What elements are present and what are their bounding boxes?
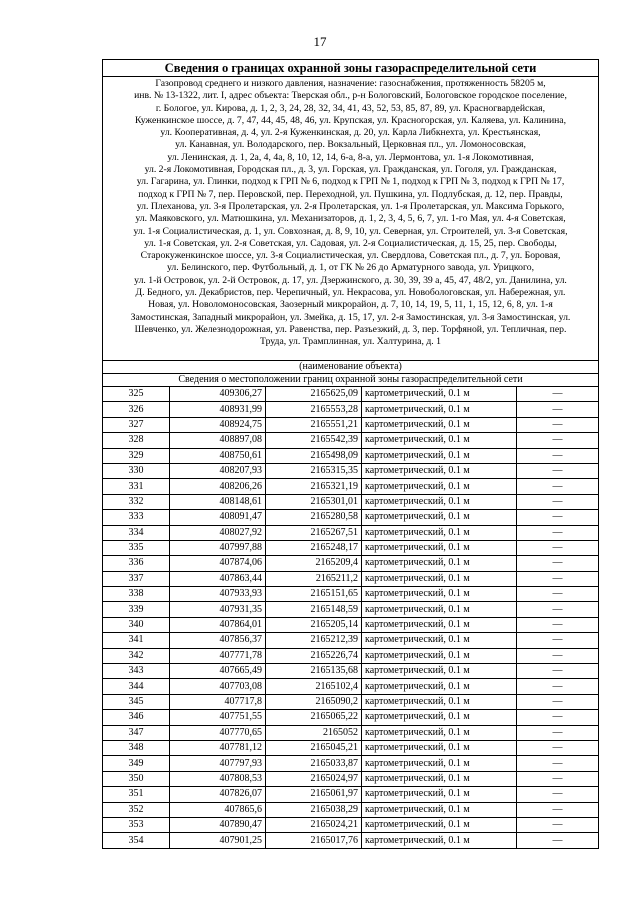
description-line: Д. Бедного, ул. Декабристов, пер. Черепичный, ул. Некрасова, ул. Новобологовская, ул. Набережная, ул. <box>135 287 566 299</box>
point-number-cell: 338 <box>103 587 170 602</box>
point-number-cell: 330 <box>103 463 170 478</box>
method-cell: картометрический, 0.1 м <box>362 725 517 740</box>
method-cell: картометрический, 0.1 м <box>362 556 517 571</box>
method-cell: картометрический, 0.1 м <box>362 664 517 679</box>
coord-x-cell: 407933,93 <box>170 587 266 602</box>
point-number-cell: 329 <box>103 448 170 463</box>
section-title: Сведения о границах охранной зоны газораспределительной сети <box>103 60 598 77</box>
method-cell: картометрический, 0.1 м <box>362 494 517 509</box>
coord-x-cell: 408148,61 <box>170 494 266 509</box>
description-line: Шевченко, ул. Железнодорожная, ул. Равенства, пер. Разъезжий, д. 3, пер. Торфяной, ул. Тепличная, пер. <box>134 323 567 335</box>
point-number-cell: 328 <box>103 433 170 448</box>
coord-y-cell: 2165321,19 <box>266 479 362 494</box>
method-cell: картометрический, 0.1 м <box>362 817 517 832</box>
point-number-cell: 335 <box>103 540 170 555</box>
point-number-cell: 344 <box>103 679 170 694</box>
table-row <box>103 587 598 602</box>
coord-y-cell: 2165280,58 <box>266 510 362 525</box>
description-line: Труда, ул. Трамплинная, ул. Халтурина, д. 1 <box>260 336 441 348</box>
method-cell: картометрический, 0.1 м <box>362 648 517 663</box>
note-cell: — <box>517 448 599 463</box>
note-cell: — <box>517 817 599 832</box>
table-row <box>103 787 598 802</box>
table-row <box>103 710 598 725</box>
point-number-cell: 332 <box>103 494 170 509</box>
coord-y-cell: 2165267,51 <box>266 525 362 540</box>
table-row <box>103 387 598 402</box>
coord-x-cell: 408027,92 <box>170 525 266 540</box>
coord-y-cell: 2165205,14 <box>266 617 362 632</box>
description-line: ул. 1-я Советская, ул. 2-я Советская, ул. Садовая, ул. 2-я Социалистическая, д. 15, 25, пер. Свободы, <box>144 237 557 249</box>
description-line: ул. Гагарина, ул. Глинки, подход к ГРП № 6, подход к ГРП № 1, подход к ГРП № 3, подход к ГРП № 17, <box>136 176 565 188</box>
method-cell: картометрический, 0.1 м <box>362 740 517 755</box>
coord-x-cell: 408091,47 <box>170 510 266 525</box>
method-cell: картометрический, 0.1 м <box>362 510 517 525</box>
coord-x-cell: 407808,53 <box>170 771 266 786</box>
note-cell: — <box>517 787 599 802</box>
table-row <box>103 802 598 817</box>
coord-y-cell: 2165498,09 <box>266 448 362 463</box>
note-cell: — <box>517 710 599 725</box>
description-line: ул. Маяковского, ул. Матюшкина, ул. Механизаторов, д. 1, 2, 3, 4, 5, 6, 7, ул. 1-го Мая, ул. 4-я Советская, <box>135 213 566 225</box>
method-cell: картометрический, 0.1 м <box>362 587 517 602</box>
table-row <box>103 633 598 648</box>
method-cell: картометрический, 0.1 м <box>362 787 517 802</box>
description-line: ул. Кооперативная, д. 4, ул. 2-я Куженкинская, д. 20, ул. Карла Либкнехта, ул. Крестьянская, <box>160 127 541 139</box>
table-row <box>103 679 598 694</box>
note-cell: — <box>517 540 599 555</box>
coord-x-cell: 407781,12 <box>170 740 266 755</box>
point-number-cell: 333 <box>103 510 170 525</box>
table-row <box>103 602 598 617</box>
coord-x-cell: 407703,08 <box>170 679 266 694</box>
method-cell: картометрический, 0.1 м <box>362 771 517 786</box>
table-row <box>103 402 598 417</box>
point-number-cell: 347 <box>103 725 170 740</box>
table-row <box>103 540 598 555</box>
method-cell: картометрический, 0.1 м <box>362 710 517 725</box>
description-line: ул. 2-я Локомотивная, Городская пл., д. 3, ул. Горская, ул. Гражданская, ул. Гоголя, ул. Гражданская, <box>144 164 557 176</box>
method-cell: картометрический, 0.1 м <box>362 571 517 586</box>
point-number-cell: 351 <box>103 787 170 802</box>
table-row <box>103 756 598 771</box>
method-cell: картометрический, 0.1 м <box>362 402 517 417</box>
note-cell: — <box>517 510 599 525</box>
note-cell: — <box>517 756 599 771</box>
method-cell: картометрический, 0.1 м <box>362 602 517 617</box>
coord-y-cell: 2165151,65 <box>266 587 362 602</box>
point-number-cell: 345 <box>103 694 170 709</box>
coord-y-cell: 2165024,97 <box>266 771 362 786</box>
point-number-cell: 350 <box>103 771 170 786</box>
point-number-cell: 349 <box>103 756 170 771</box>
coord-x-cell: 408750,61 <box>170 448 266 463</box>
point-number-cell: 343 <box>103 664 170 679</box>
description-line: Газопровод среднего и низкого давления, назначение: газоснабжения, протяженность 58205 м, <box>155 78 546 89</box>
coord-y-cell: 2165209,4 <box>266 556 362 571</box>
coord-x-cell: 407665,49 <box>170 664 266 679</box>
table-row <box>103 740 598 755</box>
coord-y-cell: 2165017,76 <box>266 833 362 848</box>
note-cell: — <box>517 771 599 786</box>
coord-x-cell: 407865,6 <box>170 802 266 817</box>
coord-x-cell: 407863,44 <box>170 571 266 586</box>
description-line: ул. Плеханова, ул. 3-я Пролетарская, ул. 2-я Пролетарская, ул. 1-я Пролетарская, ул. Максима Горького, <box>136 200 565 212</box>
method-cell: картометрический, 0.1 м <box>362 463 517 478</box>
table-row <box>103 463 598 478</box>
point-number-cell: 339 <box>103 602 170 617</box>
table-row <box>103 556 598 571</box>
point-number-cell: 334 <box>103 525 170 540</box>
method-cell: картометрический, 0.1 м <box>362 525 517 540</box>
coord-y-cell: 2165212,39 <box>266 633 362 648</box>
coord-y-cell: 2165090,2 <box>266 694 362 709</box>
table-row <box>103 664 598 679</box>
note-cell: — <box>517 725 599 740</box>
method-cell: картометрический, 0.1 м <box>362 540 517 555</box>
table-row <box>103 617 598 632</box>
note-cell: — <box>517 494 599 509</box>
coord-x-cell: 407770,65 <box>170 725 266 740</box>
note-cell: — <box>517 648 599 663</box>
coord-y-cell: 2165553,28 <box>266 402 362 417</box>
table-row <box>103 433 598 448</box>
coord-x-cell: 407901,25 <box>170 833 266 848</box>
method-cell: картометрический, 0.1 м <box>362 479 517 494</box>
coord-x-cell: 408897,08 <box>170 433 266 448</box>
table-row <box>103 725 598 740</box>
coord-y-cell: 2165024,21 <box>266 817 362 832</box>
note-cell: — <box>517 417 599 432</box>
point-number-cell: 325 <box>103 387 170 402</box>
note-cell: — <box>517 617 599 632</box>
table-row <box>103 479 598 494</box>
coord-y-cell: 2165301,01 <box>266 494 362 509</box>
coord-x-cell: 407751,55 <box>170 710 266 725</box>
method-cell: картометрический, 0.1 м <box>362 387 517 402</box>
note-cell: — <box>517 664 599 679</box>
coord-y-cell: 2165135,68 <box>266 664 362 679</box>
coord-x-cell: 407856,37 <box>170 633 266 648</box>
coord-x-cell: 407797,93 <box>170 756 266 771</box>
coord-x-cell: 407864,01 <box>170 617 266 632</box>
description-line: инв. № 13-1322, лит. I, адрес объекта: Тверская обл., р-н Бологовский, Бологовское городское поселение, <box>134 90 567 102</box>
table-row <box>103 448 598 463</box>
table-row <box>103 494 598 509</box>
point-number-cell: 352 <box>103 802 170 817</box>
table-row <box>103 417 598 432</box>
table-row <box>103 648 598 663</box>
description-line: подход к ГРП № 7, пер. Перовской, пер. Переходной, ул. Пушкина, ул. Подлубская, д. 12, пер. Правды, <box>138 188 563 200</box>
description-line: Новая, ул. Новоломоносовская, Заозерный микрорайон, д. 7, 10, 14, 19, 5, 11, 1, 15, 12, 6, 8, ул. 1-я <box>148 299 553 311</box>
page-number: 17 <box>313 34 327 49</box>
point-number-cell: 348 <box>103 740 170 755</box>
table-row <box>103 525 598 540</box>
coord-y-cell: 2165045,21 <box>266 740 362 755</box>
coordinates-table <box>103 386 598 848</box>
coord-y-cell: 2165211,2 <box>266 571 362 586</box>
description-line: ул. Белинского, пер. Футбольный, д. 1, от ГК № 26 до Арматурного завода, ул. Урицкого, <box>166 262 534 274</box>
coord-y-cell: 2165038,29 <box>266 802 362 817</box>
object-description <box>103 77 598 360</box>
method-cell: картометрический, 0.1 м <box>362 756 517 771</box>
note-cell: — <box>517 679 599 694</box>
point-number-cell: 326 <box>103 402 170 417</box>
point-number-cell: 341 <box>103 633 170 648</box>
table-row <box>103 817 598 832</box>
description-line: Куженкинское шоссе, д. 7, 47, 44, 45, 48, 46, ул. Крупская, ул. Красногорская, ул. Каляева, ул. Калинина, <box>134 114 567 126</box>
coord-x-cell: 408931,99 <box>170 402 266 417</box>
coord-x-cell: 407826,07 <box>170 787 266 802</box>
coord-y-cell: 2165052 <box>266 725 362 740</box>
zone-info-block <box>102 59 599 849</box>
description-line: ул. Ленинская, д. 1, 2а, 4, 4а, 8, 10, 12, 14, 6-а, 8-а, ул. Лермонтова, ул. 1-я Локомотивная, <box>167 151 534 163</box>
note-cell: — <box>517 571 599 586</box>
point-number-cell: 337 <box>103 571 170 586</box>
point-number-cell: 340 <box>103 617 170 632</box>
coord-y-cell: 2165061,97 <box>266 787 362 802</box>
table-row <box>103 771 598 786</box>
point-number-cell: 327 <box>103 417 170 432</box>
note-cell: — <box>517 525 599 540</box>
coord-y-cell: 2165102,4 <box>266 679 362 694</box>
point-number-cell: 354 <box>103 833 170 848</box>
coord-x-cell: 407890,47 <box>170 817 266 832</box>
coord-x-cell: 408207,93 <box>170 463 266 478</box>
method-cell: картометрический, 0.1 м <box>362 433 517 448</box>
note-cell: — <box>517 402 599 417</box>
method-cell: картометрический, 0.1 м <box>362 802 517 817</box>
method-cell: картометрический, 0.1 м <box>362 417 517 432</box>
method-cell: картометрический, 0.1 м <box>362 679 517 694</box>
note-cell: — <box>517 740 599 755</box>
description-line: Старокуженкинское шоссе, ул. 3-я Социалистическая, ул. Свердлова, Советская пл., д. 7, ул. Боровая, <box>140 250 561 262</box>
table-row <box>103 833 598 848</box>
description-line: ул. 1-й Островок, ул. 2-й Островок, д. 17, ул. Дзержинского, д. 30, 39, 39 а, 45, 47, 48/2, ул. Данилина, ул. <box>134 274 567 286</box>
note-cell: — <box>517 387 599 402</box>
coord-y-cell: 2165551,21 <box>266 417 362 432</box>
object-name-caption: (наименование объекта) <box>103 360 598 373</box>
method-cell: картометрический, 0.1 м <box>362 833 517 848</box>
description-line: ул. Канавная, ул. Володарского, пер. Вокзальный, Церковная пл., ул. Ломоносовская, <box>175 139 526 151</box>
note-cell: — <box>517 694 599 709</box>
table-row <box>103 510 598 525</box>
coord-y-cell: 2165625,09 <box>266 387 362 402</box>
coord-y-cell: 2165226,74 <box>266 648 362 663</box>
note-cell: — <box>517 433 599 448</box>
coord-x-cell: 407874,06 <box>170 556 266 571</box>
table-row <box>103 694 598 709</box>
note-cell: — <box>517 833 599 848</box>
note-cell: — <box>517 556 599 571</box>
coord-y-cell: 2165148,59 <box>266 602 362 617</box>
coord-x-cell: 407771,78 <box>170 648 266 663</box>
point-number-cell: 346 <box>103 710 170 725</box>
coord-y-cell: 2165315,35 <box>266 463 362 478</box>
point-number-cell: 331 <box>103 479 170 494</box>
coord-y-cell: 2165033,87 <box>266 756 362 771</box>
point-number-cell: 342 <box>103 648 170 663</box>
table-row <box>103 571 598 586</box>
description-line: г. Бологое, ул. Кирова, д. 1, 2, 3, 24, 28, 32, 34, 41, 43, 52, 53, 85, 87, 89, ул. Красногвардейская, <box>155 102 546 114</box>
description-line: Замостинская, Западный микрорайон, ул. Змейка, д. 15, 17, ул. 2-я Замостинская, ул. 3-я Замостинская, ул. <box>130 311 571 323</box>
table-caption: Сведения о местоположении границ охранной зоны газораспределительной сети <box>103 373 598 386</box>
note-cell: — <box>517 587 599 602</box>
note-cell: — <box>517 802 599 817</box>
coord-y-cell: 2165065,22 <box>266 710 362 725</box>
note-cell: — <box>517 602 599 617</box>
coord-x-cell: 407717,8 <box>170 694 266 709</box>
note-cell: — <box>517 633 599 648</box>
coord-x-cell: 409306,27 <box>170 387 266 402</box>
coord-x-cell: 407931,35 <box>170 602 266 617</box>
note-cell: — <box>517 479 599 494</box>
method-cell: картометрический, 0.1 м <box>362 694 517 709</box>
point-number-cell: 353 <box>103 817 170 832</box>
point-number-cell: 336 <box>103 556 170 571</box>
method-cell: картометрический, 0.1 м <box>362 617 517 632</box>
coord-x-cell: 408206,26 <box>170 479 266 494</box>
note-cell: — <box>517 463 599 478</box>
coord-y-cell: 2165542,39 <box>266 433 362 448</box>
coord-y-cell: 2165248,17 <box>266 540 362 555</box>
method-cell: картометрический, 0.1 м <box>362 448 517 463</box>
coord-x-cell: 407997,88 <box>170 540 266 555</box>
coord-x-cell: 408924,75 <box>170 417 266 432</box>
description-line: ул. 1-я Социалистическая, д. 1, ул. Совхозная, д. 8, 9, 10, ул. Северная, ул. Строителей, ул. 3-я Советская, <box>133 225 568 237</box>
method-cell: картометрический, 0.1 м <box>362 633 517 648</box>
